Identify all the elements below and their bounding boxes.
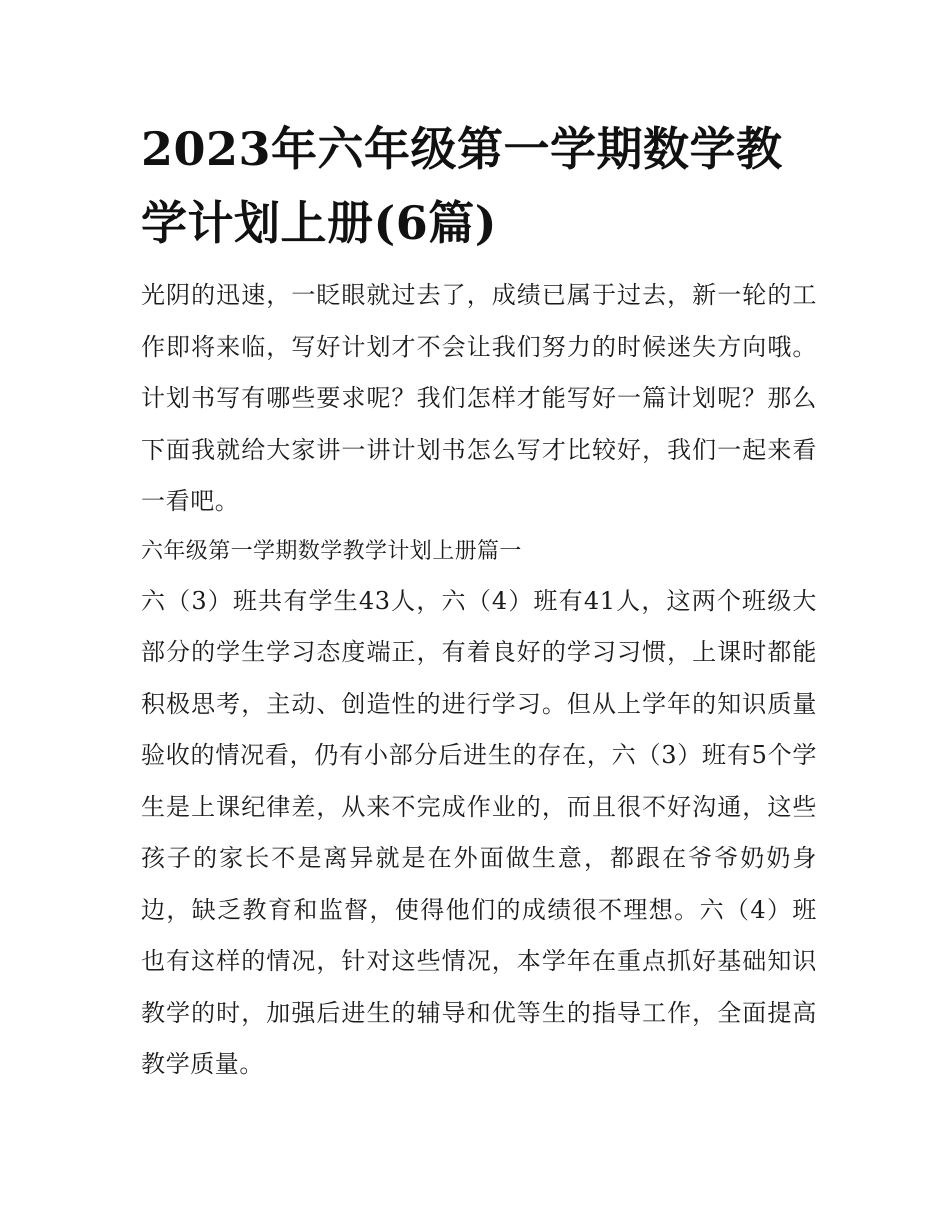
document-title: 2023年六年级第一学期数学教学计划上册(6篇) (141, 122, 783, 250)
body-paragraph: 六（3）班共有学生43人，六（4）班有41人，这两个班级大部分的学生学习态度端正，有着良好的学习习惯，上课时都能积极思考，主动、创造性的进行学习。但从上学年的知识质量验收的情况看，仍有小部分后进生的存在，六（3）班有5个学生是上课纪律差，从来不完成作业的，而且很不好沟通，这些孩子的家长不是离异就是在外面做生意，都跟在爷爷奶奶身边，缺乏教育和监督，使得他们的成绩很不理想。六（4）班也有这样的情况，针对这些情况，本学年在重点抓好基础知识教学的时，加强后进生的辅导和优等生的指导工作，全面提高教学质量。 (141, 586, 817, 1078)
intro-paragraph: 光阴的迅速，一眨眼就过去了，成绩已属于过去，新一轮的工作即将来临，写好计划才不会让我们努力的时候迷失方向哦。计划书写有哪些要求呢？我们怎样才能写好一篇计划呢？那么下面我就给大家讲一讲计划书怎么写才比较好，我们一起来看一看吧。 (141, 281, 817, 515)
section-heading: 六年级第一学期数学教学计划上册篇一 (141, 538, 522, 564)
document-content (141, 112, 817, 1091)
